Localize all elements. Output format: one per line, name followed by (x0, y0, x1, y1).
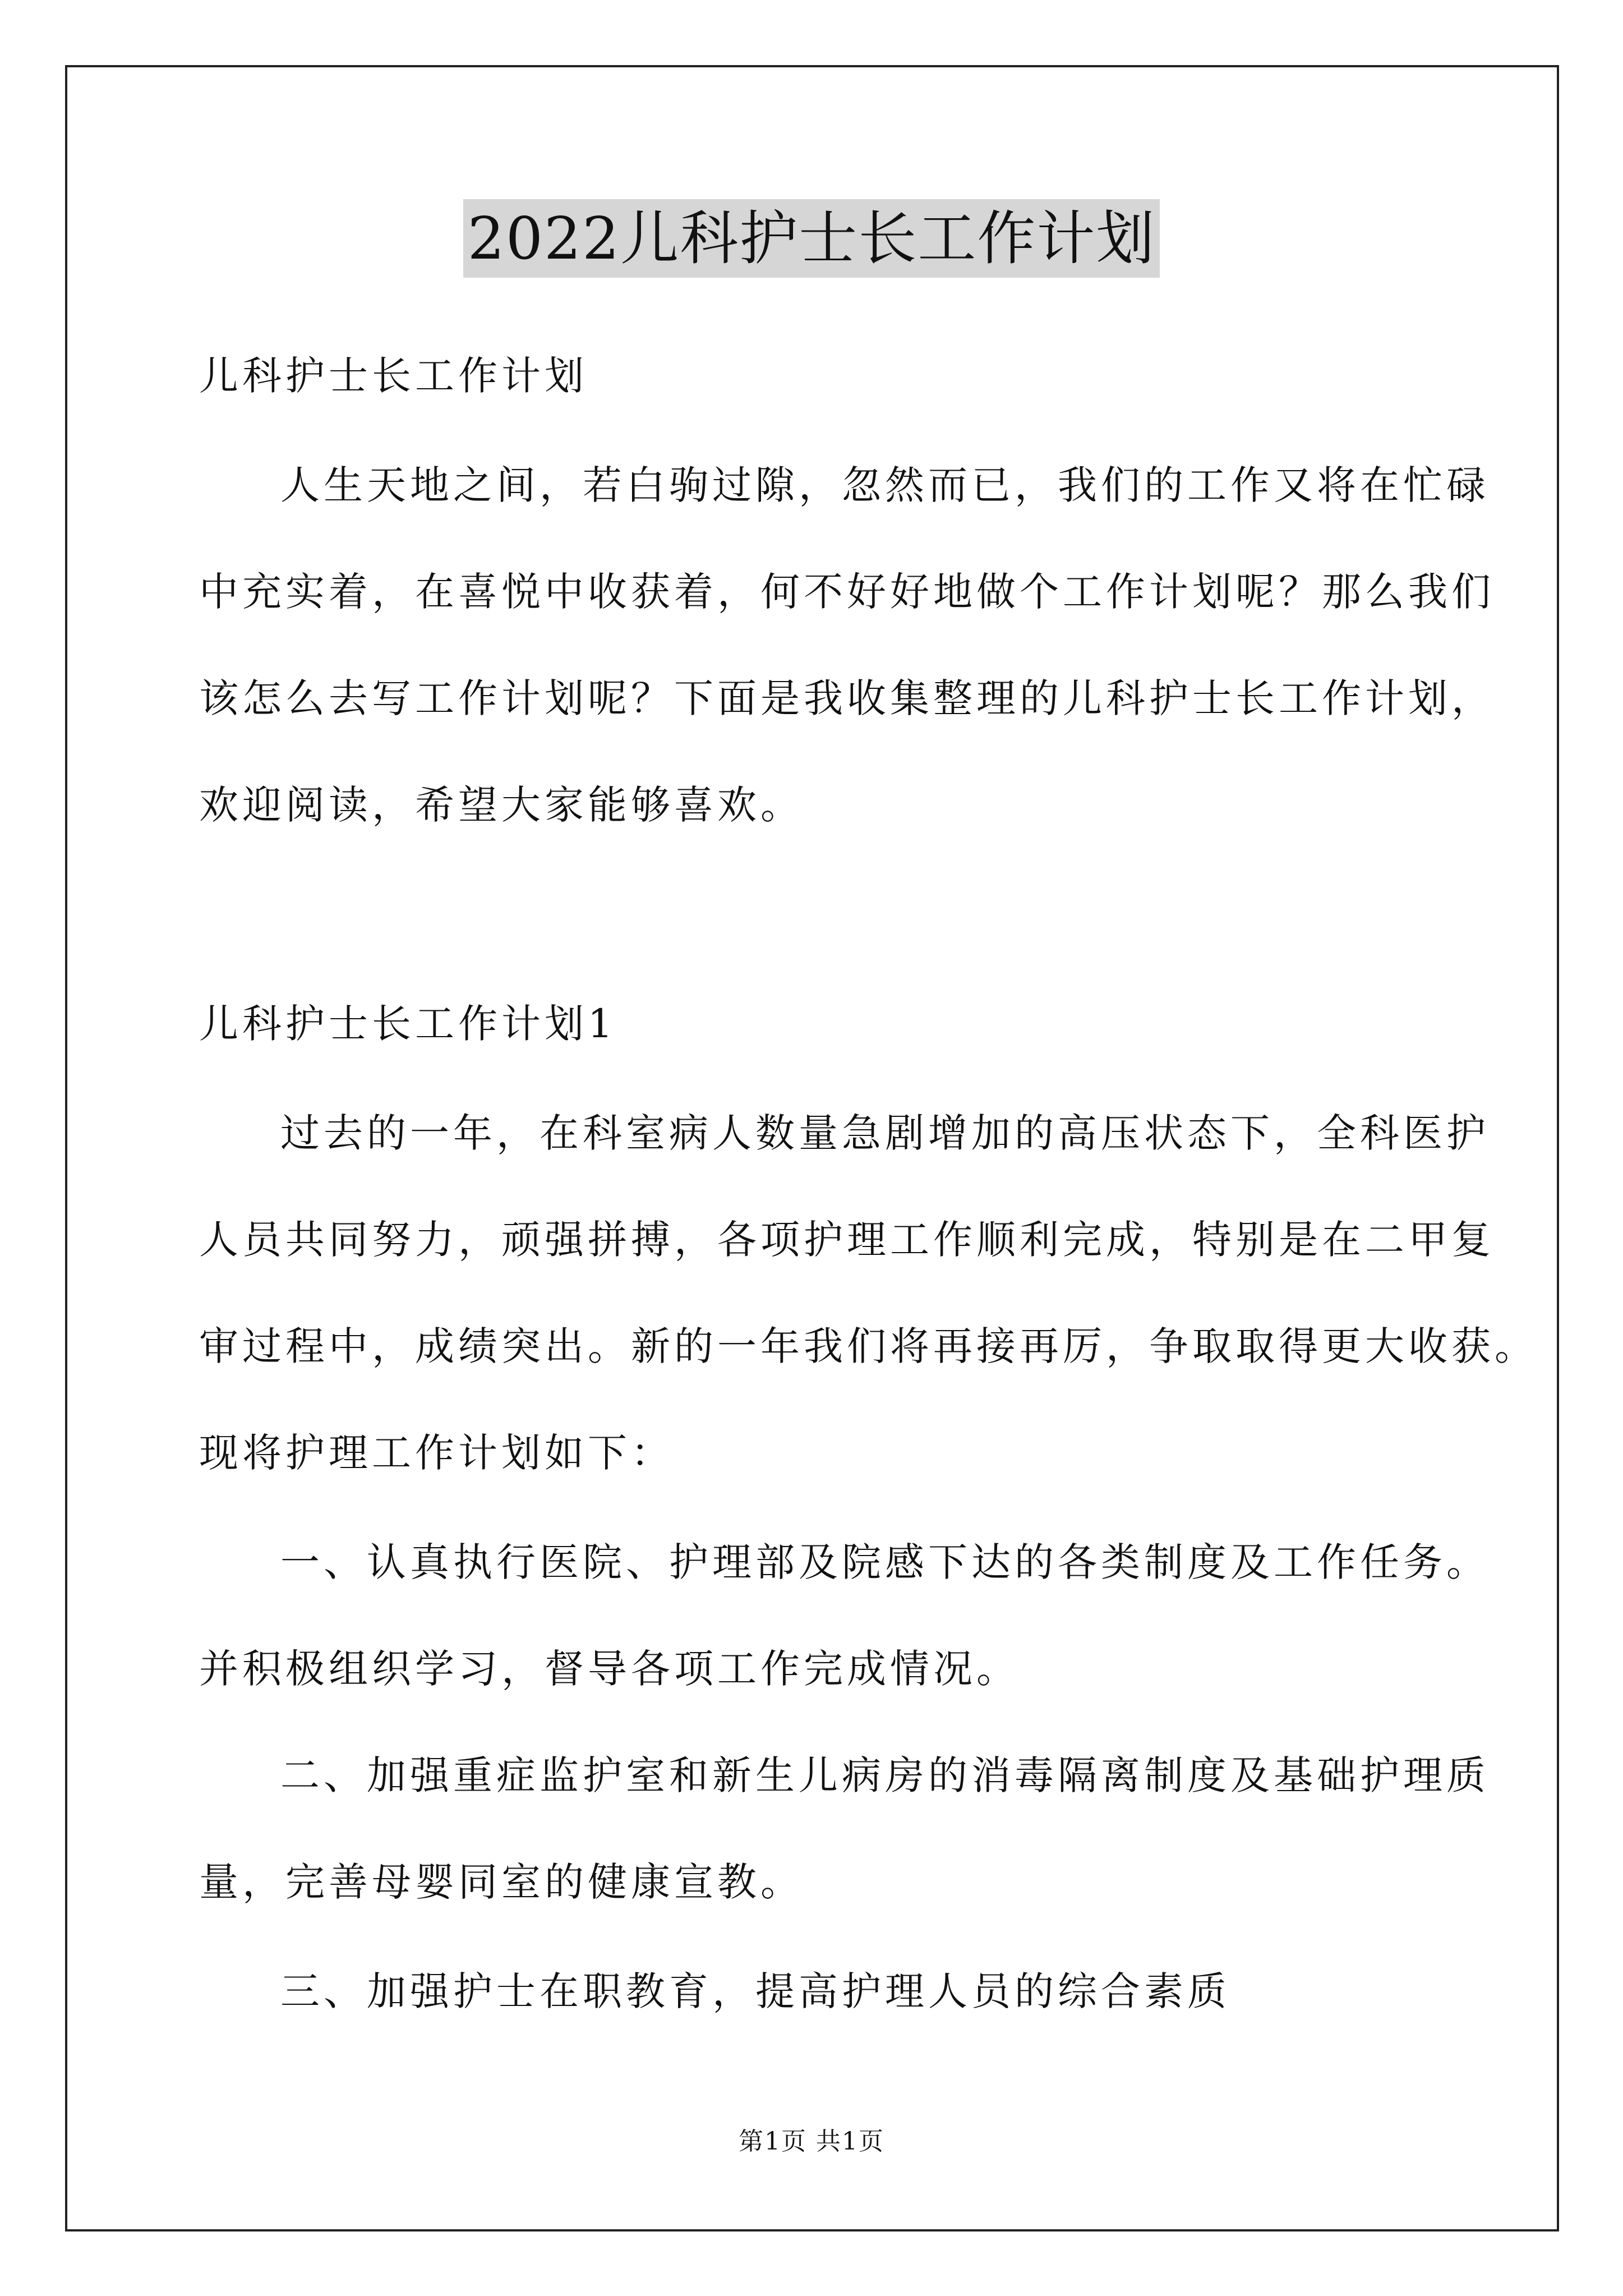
intro-line-2: 中充实着，在喜悦中收获着，何不好好地做个工作计划呢？那么我们 (199, 569, 1495, 615)
body-line-5: 一、认真执行医院、护理部及院感下达的各类制度及工作任务。 (280, 1539, 1490, 1585)
intro-line-3: 该怎么去写工作计划呢？下面是我收集整理的儿科护士长工作计划， (199, 675, 1495, 721)
body-line-8: 量，完善母婴同室的健康宣教。 (199, 1859, 804, 1905)
body-line-2: 人员共同努力，顽强拼搏，各项护理工作顺利完成，特别是在二甲复 (199, 1217, 1495, 1263)
document-subtitle: 儿科护士长工作计划 (199, 353, 588, 399)
body-line-6: 并积极组织学习，督导各项工作完成情况。 (199, 1646, 1020, 1692)
intro-line-1: 人生天地之间，若白驹过隙，忽然而已，我们的工作又将在忙碌 (280, 462, 1490, 508)
body-line-7: 二、加强重症监护室和新生儿病房的消毒隔离制度及基础护理质 (280, 1752, 1490, 1798)
intro-line-4: 欢迎阅读，希望大家能够喜欢。 (199, 782, 804, 828)
page-number-footer: 第1页 共1页 (739, 2127, 884, 2156)
body-line-3: 审过程中，成绩突出。新的一年我们将再接再厉，争取取得更大收获。 (199, 1323, 1538, 1369)
section-heading: 儿科护士长工作计划1 (199, 1001, 617, 1047)
body-line-4: 现将护理工作计划如下： (199, 1430, 674, 1476)
title-container (0, 199, 1623, 278)
document-title: 2022儿科护士长工作计划 (463, 199, 1160, 278)
body-line-9: 三、加强护士在职教育，提高护理人员的综合素质 (280, 1968, 1230, 2014)
body-line-1: 过去的一年，在科室病人数量急剧增加的高压状态下，全科医护 (280, 1110, 1490, 1156)
